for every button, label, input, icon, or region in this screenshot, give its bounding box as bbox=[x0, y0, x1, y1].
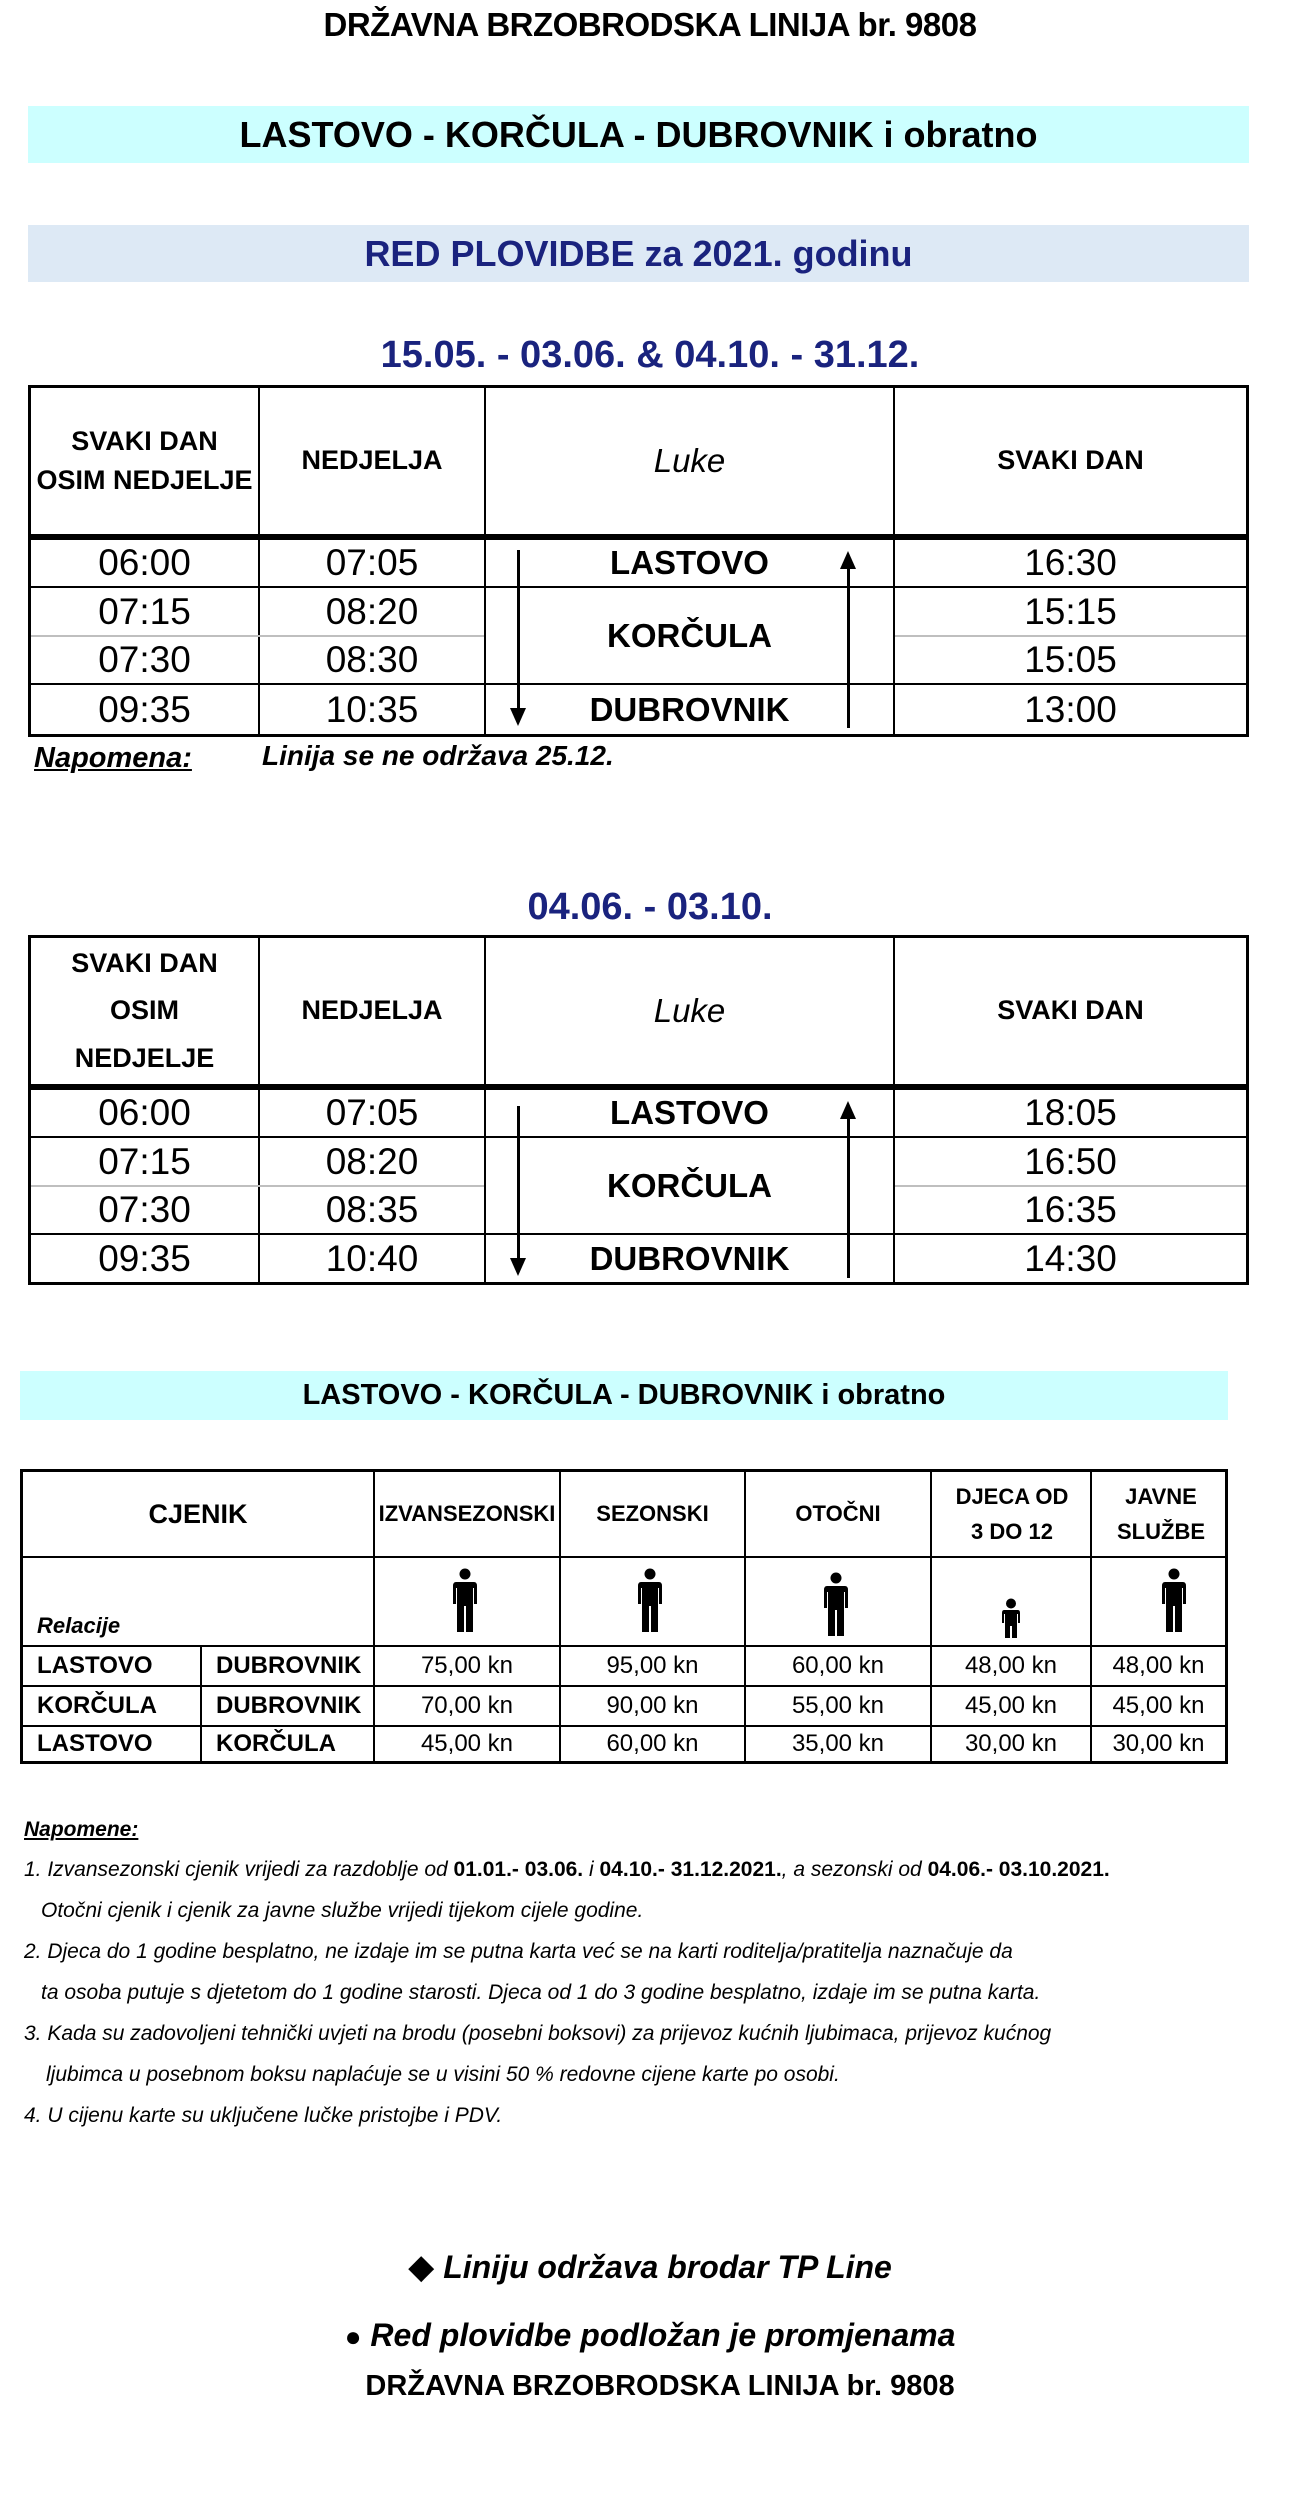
col-otocni: OTOČNI bbox=[795, 1501, 881, 1527]
table-cell: 08:20 bbox=[325, 1140, 419, 1182]
adult-person-icon bbox=[823, 1572, 849, 1638]
route-banner bbox=[28, 106, 1249, 163]
table-cell: 15:15 bbox=[1024, 590, 1117, 632]
col-izvansezonski: IZVANSEZONSKI bbox=[378, 1501, 556, 1527]
price-cell: 30,00 kn bbox=[1112, 1730, 1205, 1757]
table-cell: 10:35 bbox=[325, 688, 419, 730]
col-sezonski: SEZONSKI bbox=[596, 1501, 709, 1527]
schedule-2-period: 04.06. - 03.10. bbox=[527, 886, 773, 928]
table-cell: 06:00 bbox=[98, 1092, 191, 1133]
schedule-1-table bbox=[28, 385, 1249, 737]
table-cell: 18:05 bbox=[1024, 1092, 1117, 1133]
price-cell: 95,00 kn bbox=[606, 1652, 699, 1679]
route-from: LASTOVO bbox=[37, 1730, 153, 1757]
schedule-1-note-label: Napomena: bbox=[34, 742, 192, 774]
port-lastovo: LASTOVO bbox=[610, 544, 769, 581]
note-3-line-2: ljubimca u posebnom boksu naplaćuje se u visini 50 % redovne cijene karte po osobi. bbox=[46, 2063, 840, 2086]
col-weekdays-header: SVAKI DAN OSIM NEDJELJE bbox=[71, 948, 218, 1073]
note-1-line-2: Otočni cjenik i cjenik za javne službe vrijedi tijekom cijele godine. bbox=[41, 1899, 644, 1922]
price-table bbox=[20, 1469, 1228, 1764]
price-cell: 48,00 kn bbox=[1112, 1652, 1205, 1679]
arrow-up-head-icon bbox=[840, 551, 856, 569]
notes-heading: Napomene: bbox=[24, 1818, 139, 1841]
arrow-up-icon bbox=[847, 1118, 850, 1278]
col-sunday-header: NEDJELJA bbox=[301, 445, 443, 476]
price-cell: 60,00 kn bbox=[791, 1652, 885, 1679]
price-cell: 35,00 kn bbox=[791, 1730, 885, 1757]
child-person-icon bbox=[1001, 1598, 1021, 1638]
price-cell: 55,00 kn bbox=[791, 1692, 885, 1719]
col-djeca: DJECA OD 3 DO 12 bbox=[955, 1483, 1069, 1544]
route-to: DUBROVNIK bbox=[216, 1692, 362, 1719]
note-1-line-1: 1. Izvansezonski cjenik vrijedi za razdoblje od 01.01.- 03.06. i 04.10.- 31.12.2021., a sezonski od 04.06.- 03.10.2021. bbox=[24, 1858, 1110, 1881]
arrow-up-head-icon bbox=[840, 1101, 856, 1119]
table-cell: 08:35 bbox=[325, 1189, 419, 1230]
schedule-1-note-text: Linija se ne održava 25.12. bbox=[262, 740, 614, 771]
note-2-line-1: 2. Djeca do 1 godine besplatno, ne izdaje im se putna karta već se na karti roditelja/pratitelja naznačuje da bbox=[24, 1940, 1013, 1963]
route-to: KORČULA bbox=[216, 1730, 336, 1757]
adult-person-icon bbox=[637, 1568, 663, 1634]
route-from: KORČULA bbox=[37, 1692, 157, 1719]
table-cell: 06:00 bbox=[98, 542, 191, 583]
port-dubrovnik: DUBROVNIK bbox=[589, 1239, 790, 1277]
table-cell: 07:30 bbox=[98, 1189, 191, 1230]
table-cell: 16:30 bbox=[1024, 542, 1117, 583]
note-2-line-2: ta osoba putuje s djetetom do 1 godine starosti. Djeca od 1 do 3 godine besplatno, izdaje im se putna karta. bbox=[41, 1981, 1041, 2004]
schedule-1-period: 15.05. - 03.06. & 04.10. - 31.12. bbox=[380, 334, 920, 376]
table-cell: 08:30 bbox=[325, 639, 419, 680]
arrow-down-head-icon bbox=[510, 1258, 526, 1276]
price-cell: 70,00 kn bbox=[420, 1692, 514, 1719]
disclaimer-line: ● Red plovidbe podložan je promjenama bbox=[344, 2317, 956, 2353]
col-sunday-header: NEDJELJA bbox=[301, 995, 443, 1026]
port-lastovo: LASTOVO bbox=[610, 1094, 769, 1131]
price-banner bbox=[20, 1371, 1228, 1420]
arrow-down-head-icon bbox=[510, 708, 526, 726]
col-weekdays-header: SVAKI DAN OSIM NEDJELJE bbox=[36, 425, 253, 495]
route-title: LASTOVO - KORČULA - DUBROVNIK i obratno bbox=[239, 113, 1038, 155]
price-cell: 48,00 kn bbox=[964, 1652, 1058, 1679]
col-daily-header: SVAKI DAN bbox=[997, 995, 1144, 1026]
table-cell: 08:20 bbox=[325, 590, 419, 632]
table-cell: 09:35 bbox=[98, 688, 191, 730]
table-cell: 07:15 bbox=[98, 1140, 191, 1182]
schedule-title: RED PLOVIDBE za 2021. godinu bbox=[364, 232, 913, 274]
arrow-up-icon bbox=[847, 568, 850, 728]
price-cell: 45,00 kn bbox=[1112, 1692, 1205, 1719]
line-number-title: DRŽAVNA BRZOBRODSKA LINIJA br. 9808 bbox=[323, 6, 977, 43]
table-cell: 07:05 bbox=[325, 1092, 419, 1133]
col-ports-header: Luke bbox=[653, 442, 726, 480]
table-cell: 07:30 bbox=[98, 639, 191, 680]
price-cell: 90,00 kn bbox=[606, 1692, 699, 1719]
table-cell: 10:40 bbox=[325, 1237, 419, 1279]
col-ports-header: Luke bbox=[653, 992, 726, 1030]
port-dubrovnik: DUBROVNIK bbox=[589, 690, 790, 728]
price-cell: 45,00 kn bbox=[420, 1730, 514, 1757]
table-cell: 07:05 bbox=[325, 542, 419, 583]
col-javne-sluzbe: JAVNE SLUŽBE bbox=[1117, 1483, 1205, 1544]
cjenik-label: CJENIK bbox=[148, 1498, 248, 1529]
arrow-down-icon bbox=[517, 550, 520, 710]
table-cell: 07:15 bbox=[98, 590, 191, 632]
price-title: LASTOVO - KORČULA - DUBROVNIK i obratno bbox=[302, 1379, 946, 1411]
note-4-line-1: 4. U cijenu karte su uključene lučke pristojbe i PDV. bbox=[24, 2104, 503, 2127]
arrow-down-icon bbox=[517, 1106, 520, 1261]
footer-line-number: DRŽAVNA BRZOBRODSKA LINIJA br. 9808 bbox=[365, 2370, 955, 2402]
circle-bullet-icon: ● bbox=[344, 2321, 362, 2352]
table-cell: 14:30 bbox=[1024, 1237, 1117, 1279]
schedule-2-table bbox=[28, 935, 1249, 1285]
table-cell: 09:35 bbox=[98, 1237, 191, 1279]
table-cell: 13:00 bbox=[1024, 688, 1117, 730]
schedule-banner bbox=[28, 225, 1249, 282]
col-daily-header: SVAKI DAN bbox=[997, 445, 1144, 476]
price-cell: 75,00 kn bbox=[420, 1652, 514, 1679]
port-korcula: KORČULA bbox=[607, 1166, 772, 1204]
adult-person-icon bbox=[1161, 1568, 1187, 1634]
relations-label: Relacije bbox=[37, 1613, 121, 1638]
price-cell: 30,00 kn bbox=[964, 1730, 1058, 1757]
table-cell: 16:50 bbox=[1024, 1140, 1117, 1182]
operator-line: ◆ Liniju održava brodar TP Line bbox=[408, 2248, 892, 2286]
port-korcula: KORČULA bbox=[607, 616, 772, 654]
note-3-line-1: 3. Kada su zadovoljeni tehnički uvjeti na brodu (posebni boksovi) za prijevoz kućnih ljubimaca, prijevoz kućnog bbox=[24, 2022, 1052, 2045]
price-cell: 60,00 kn bbox=[606, 1730, 699, 1757]
price-cell: 45,00 kn bbox=[964, 1692, 1058, 1719]
adult-person-icon bbox=[452, 1568, 478, 1634]
route-to: DUBROVNIK bbox=[216, 1652, 362, 1679]
table-cell: 16:35 bbox=[1024, 1189, 1117, 1230]
diamond-bullet-icon: ◆ bbox=[408, 2248, 435, 2286]
table-cell: 15:05 bbox=[1024, 639, 1117, 680]
route-from: LASTOVO bbox=[37, 1652, 153, 1679]
